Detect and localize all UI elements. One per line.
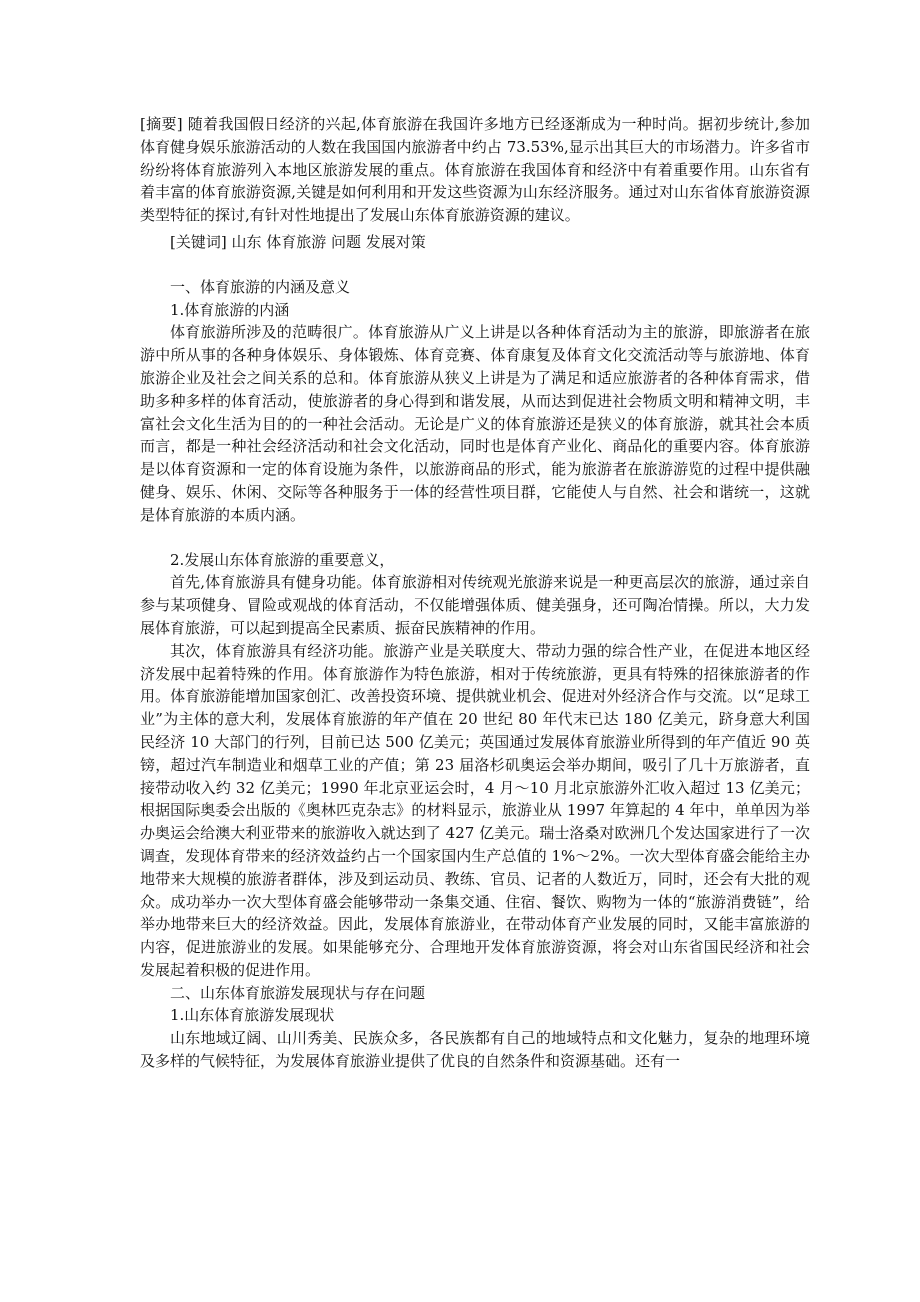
section-1-heading: 一、体育旅游的内涵及意义 [170,277,351,296]
section-2-1-paragraph: 山东地域辽阔、山川秀美、民族众多，各民族都有自己的地域特点和文化魅力，复杂的地理环境及多样的气候特征，为发展体育旅游业提供了优良的自然条件和资源基础。还有一 [140,1029,810,1071]
section-1-2-paragraph-1: 首先,体育旅游具有健身功能。体育旅游相对传统观光旅游来说是一种更高层次的旅游，通过亲自参与某项健身、冒险或观战的体育活动，不仅能增强体质、健美强身，还可陶冶情操。所以，大力发展体育旅游，可以起到提高全民素质、振奋民族精神的作用。 [140,573,810,637]
abstract-paragraph: [摘要] 随着我国假日经济的兴起,体育旅游在我国许多地方已经逐渐成为一种时尚。据初步统计,参加体育健身娱乐旅游活动的人数在我国国内旅游者中约占 73.53%,显示出其巨大的市场潜力。许多省市纷纷将体育旅游列入本地区旅游发展的重点。体育旅游在我国体育和经济中有着重要作用。山东省有着丰富的体育旅游资源,关键是如何利用和开发这些资源为山东经济服务。通过对山东省体育旅游资源类型特征的探讨,有针对性地提出了发展山东体育旅游资源的建议。 [140,115,810,225]
section-1-2-paragraph-2: 其次，体育旅游具有经济功能。旅游产业是关联度大、带动力强的综合性产业，在促进本地区经济发展中起着特殊的作用。体育旅游作为特色旅游，相对于传统旅游，更具有特殊的招徕旅游者的作用。体育旅游能增加国家创汇、改善投资环境、提供就业机会、促进对外经济合作与交流。以“足球工业”为主体的意大利，发展体育旅游的年产值在 20 世纪 80 年代末已达 180 亿美元，跻身意大利国民经济 10 大部门的行列，目前已达 500 亿美元；英国通过发展体育旅游业所得到的年产值近 90 英镑，超过汽车制造业和烟草工业的产值；第 23 届洛杉矶奥运会举办期间，吸引了几十万旅游者，直接带动收入约 32 亿美元；1990 年北京亚运会时，4 月～10 月北京旅游外汇收入超过 13 亿美元；根据国际奥委会出版的《奥林匹克杂志》的材料显示，旅游业从 1997 年算起的 4 年中，单单因为举办奥运会给澳大利亚带来的旅游收入就达到了 427 亿美元。瑞士洛桑对欧洲几个发达国家进行了一次调查，发现体育带来的经济效益约占一个国家国内生产总值的 1%～2%。一次大型体育盛会能给主办地带来大规模的旅游者群体，涉及到运动员、教练、官员、记者的人数近万，同时，还会有大批的观众。成功举办一次大型体育盛会能够带动一条集交通、住宿、餐饮、购物为一体的“旅游消费链”，给举办地带来巨大的经济效益。因此，发展体育旅游业，在带动体育产业发展的同时，又能丰富旅游的内容，促进旅游业的发展。如果能够充分、合理地开发体育旅游资源，将会对山东省国民经济和社会发展起着积极的促进作用。 [140,641,810,979]
section-2-1-heading: 1.山东体育旅游发展现状 [170,1006,335,1025]
section-1-1-heading: 1.体育旅游的内涵 [170,300,290,319]
section-1-1-paragraph: 体育旅游所涉及的范畴很广。体育旅游从广义上讲是以各种体育活动为主的旅游，即旅游者在旅游中所从事的各种身体娱乐、身体锻炼、体育竞赛、体育康复及体育文化交流活动等与旅游地、体育旅游企业及社会之间关系的总和。体育旅游从狭义上讲是为了满足和适应旅游者的各种体育需求，借助多种多样的体育活动，使旅游者的身心得到和谐发展，从而达到促进社会物质文明和精神文明，丰富社会文化生活为目的的一种社会活动。无论是广义的体育旅游还是狭义的体育旅游，就其社会本质而言，都是一种社会经济活动和社会文化活动，同时也是体育产业化、商品化的重要内容。体育旅游是以体育资源和一定的体育设施为条件，以旅游商品的形式，能为旅游者在旅游游览的过程中提供融健身、娱乐、休闲、交际等各种服务于一体的经营性项目群，它能使人与自然、社会和谐统一，这就是体育旅游的本质内涵。 [140,323,810,524]
section-1-2-heading: 2.发展山东体育旅游的重要意义， [170,550,395,569]
section-2-heading: 二、山东体育旅游发展现状与存在问题 [170,983,426,1002]
keywords-line: [关键词] 山东 体育旅游 问题 发展对策 [170,232,426,251]
